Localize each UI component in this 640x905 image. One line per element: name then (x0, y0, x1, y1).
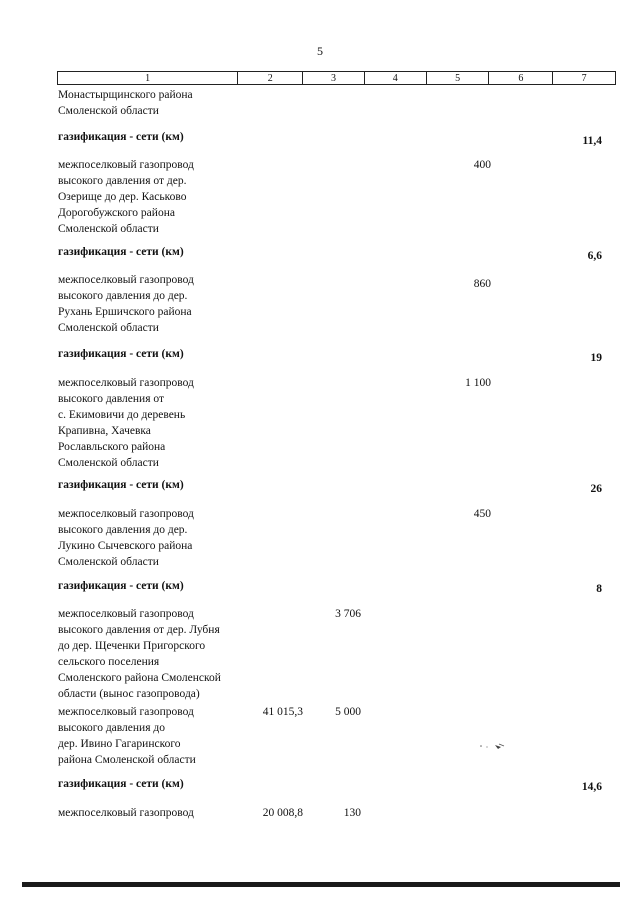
column-header-5: 5 (427, 72, 490, 84)
column-header-7: 7 (581, 72, 587, 84)
gasification-label: газификация - сети (км) (58, 246, 184, 258)
gasification-length: 14,6 (581, 781, 602, 793)
column-header-3: 3 (303, 72, 365, 84)
column-3-value: 3 706 (335, 608, 361, 620)
gasification-label: газификация - сети (км) (58, 580, 184, 592)
column-5-value: 860 (473, 278, 491, 290)
scan-speck-mark (479, 742, 507, 750)
gasification-length: 26 (590, 483, 602, 495)
gasification-length: 19 (590, 352, 602, 364)
column-3-value: 5 000 (335, 706, 361, 718)
column-5-value: 450 (473, 508, 491, 520)
column-header-6: 6 (489, 72, 553, 84)
column-3-value: 130 (343, 807, 361, 819)
column-header-4: 4 (365, 72, 427, 84)
column-header-2: 2 (238, 72, 303, 84)
gasification-label: газификация - сети (км) (58, 479, 184, 491)
row-description: межпоселковый газопровод высокого давления до дер. Рухань Ершичского района Смоленской области (58, 274, 194, 334)
page-number: 5 (317, 44, 323, 58)
gasification-label: газификация - сети (км) (58, 348, 184, 360)
row-description: межпоселковый газопровод высокого давления от дер. Озерище до дер. Каськово Дорогобужского района Смоленской области (58, 159, 194, 235)
column-5-value: 1 100 (465, 377, 491, 389)
column-2-value: 41 015,3 (262, 706, 303, 718)
row-description: Монастырщинского района Смоленской области (58, 89, 193, 117)
row-description: межпоселковый газопровод высокого давления до дер. Ивино Гагаринского района Смоленской области (58, 706, 196, 766)
row-description: межпоселковый газопровод (58, 807, 194, 819)
column-header-1: 1 (58, 72, 238, 84)
scan-edge-bar (22, 882, 620, 887)
gasification-label: газификация - сети (км) (58, 131, 184, 143)
gasification-length: 6,6 (587, 250, 602, 262)
row-description: межпоселковый газопровод высокого давления от дер. Лубня до дер. Щеченки Пригорского сельского поселения Смоленского района Смоленской области (вынос газопровода) (58, 608, 221, 700)
gasification-length: 8 (596, 583, 602, 595)
row-description: межпоселковый газопровод высокого давления от с. Екимовичи до деревень Крапивна, Хачевка Рославльского района Смоленской области (58, 377, 194, 469)
column-5-value: 400 (473, 159, 491, 171)
gasification-length: 11,4 (582, 135, 602, 147)
column-2-value: 20 008,8 (262, 807, 303, 819)
row-description: межпоселковый газопровод высокого давления до дер. Лукино Сычевского района Смоленской области (58, 508, 194, 568)
gasification-label: газификация - сети (км) (58, 778, 184, 790)
